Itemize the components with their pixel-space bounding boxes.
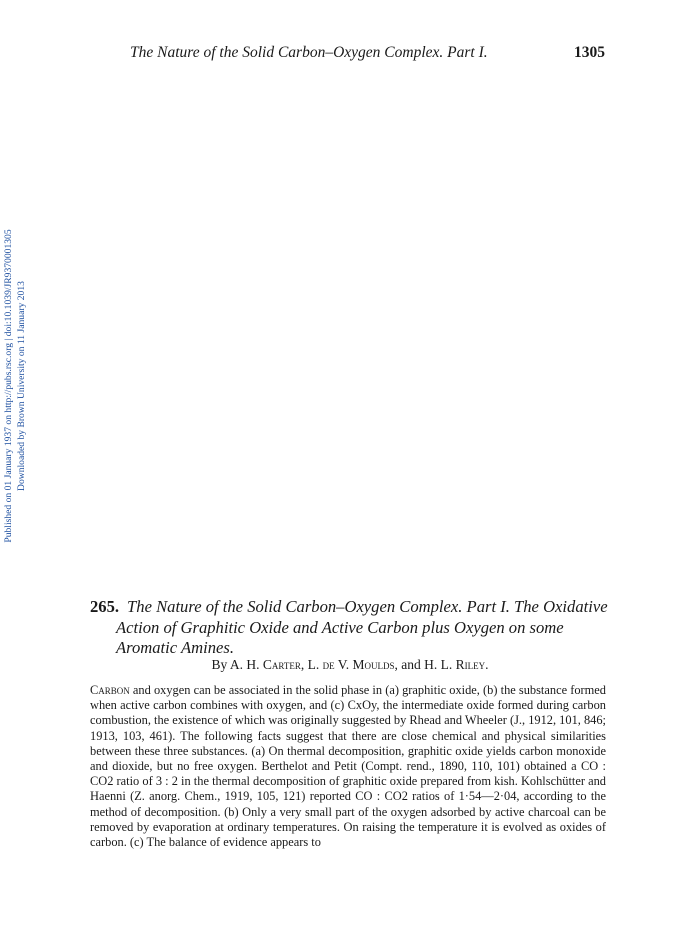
page-number: 1305: [574, 44, 605, 61]
running-title: The Nature of the Solid Carbon–Oxygen Complex. Part I.: [130, 44, 488, 61]
author-sep: V.: [334, 657, 353, 672]
body-text: and oxygen can be associated in the solid phase in (a) graphitic oxide, (b) the substance formed when active carbon combines with oxygen, and (c) CxOy, the intermediate oxide formed during carbon combustion, the existence of which was originally suggested by Rhead and Wheeler (J., 1912, 101, 846; 1913, 103, 461). The following facts suggest that there are close chemical and physical similarities between these three substances. (a) On thermal decomposition, graphitic oxide yields carbon monoxide and dioxide, but no free oxygen. Berthelot and Petit (Compt. rend., 1890, 110, 101) obtained a CO : CO2 ratio of 3 : 2 in the thermal decomposition of graphitic oxide prepared from kish. Kohlschütter and Haenni (Z. anorg. Chem., 1919, 105, 121) reported CO : CO2 ratios of 1·54—2·04, according to the method of decomposition. (b) Only a very small part of the oxygen adsorbed by active charcoal can be removed by evaporation at ordinary temperatures. On raising the temperature it is evolved as oxides of carbon. (c) The balance of evidence appears to: [90, 683, 606, 850]
author-prefix: By A. H.: [211, 657, 263, 672]
author-carter: Carter: [262, 657, 301, 672]
author-de: de: [322, 657, 335, 672]
author-end: .: [485, 657, 489, 672]
author-sep: , L.: [300, 657, 323, 672]
lead-word: Carbon: [90, 683, 130, 697]
author-line: [90, 657, 610, 673]
download-notice: [0, 206, 30, 566]
article-title: [90, 597, 610, 659]
article-number: 265.: [90, 597, 120, 616]
running-header: [130, 44, 605, 62]
download-notice-published[interactable]: Published on 01 January 1937 on http://pubs.rsc.org | doi:10.1039/JR9370001305: [3, 229, 14, 543]
author-sep: , and H. L.: [394, 657, 456, 672]
body-paragraph: [90, 683, 606, 850]
article-title-text: The Nature of the Solid Carbon–Oxygen Complex. Part I. The Oxidative Action of Graphitic Oxide and Active Carbon plus Oxygen on some Aromatic Amines.: [116, 597, 608, 657]
author-riley: Riley: [455, 657, 486, 672]
author-moulds: Moulds: [352, 657, 395, 672]
download-notice-downloaded: Downloaded by Brown University on 11 January 2013: [16, 281, 27, 491]
